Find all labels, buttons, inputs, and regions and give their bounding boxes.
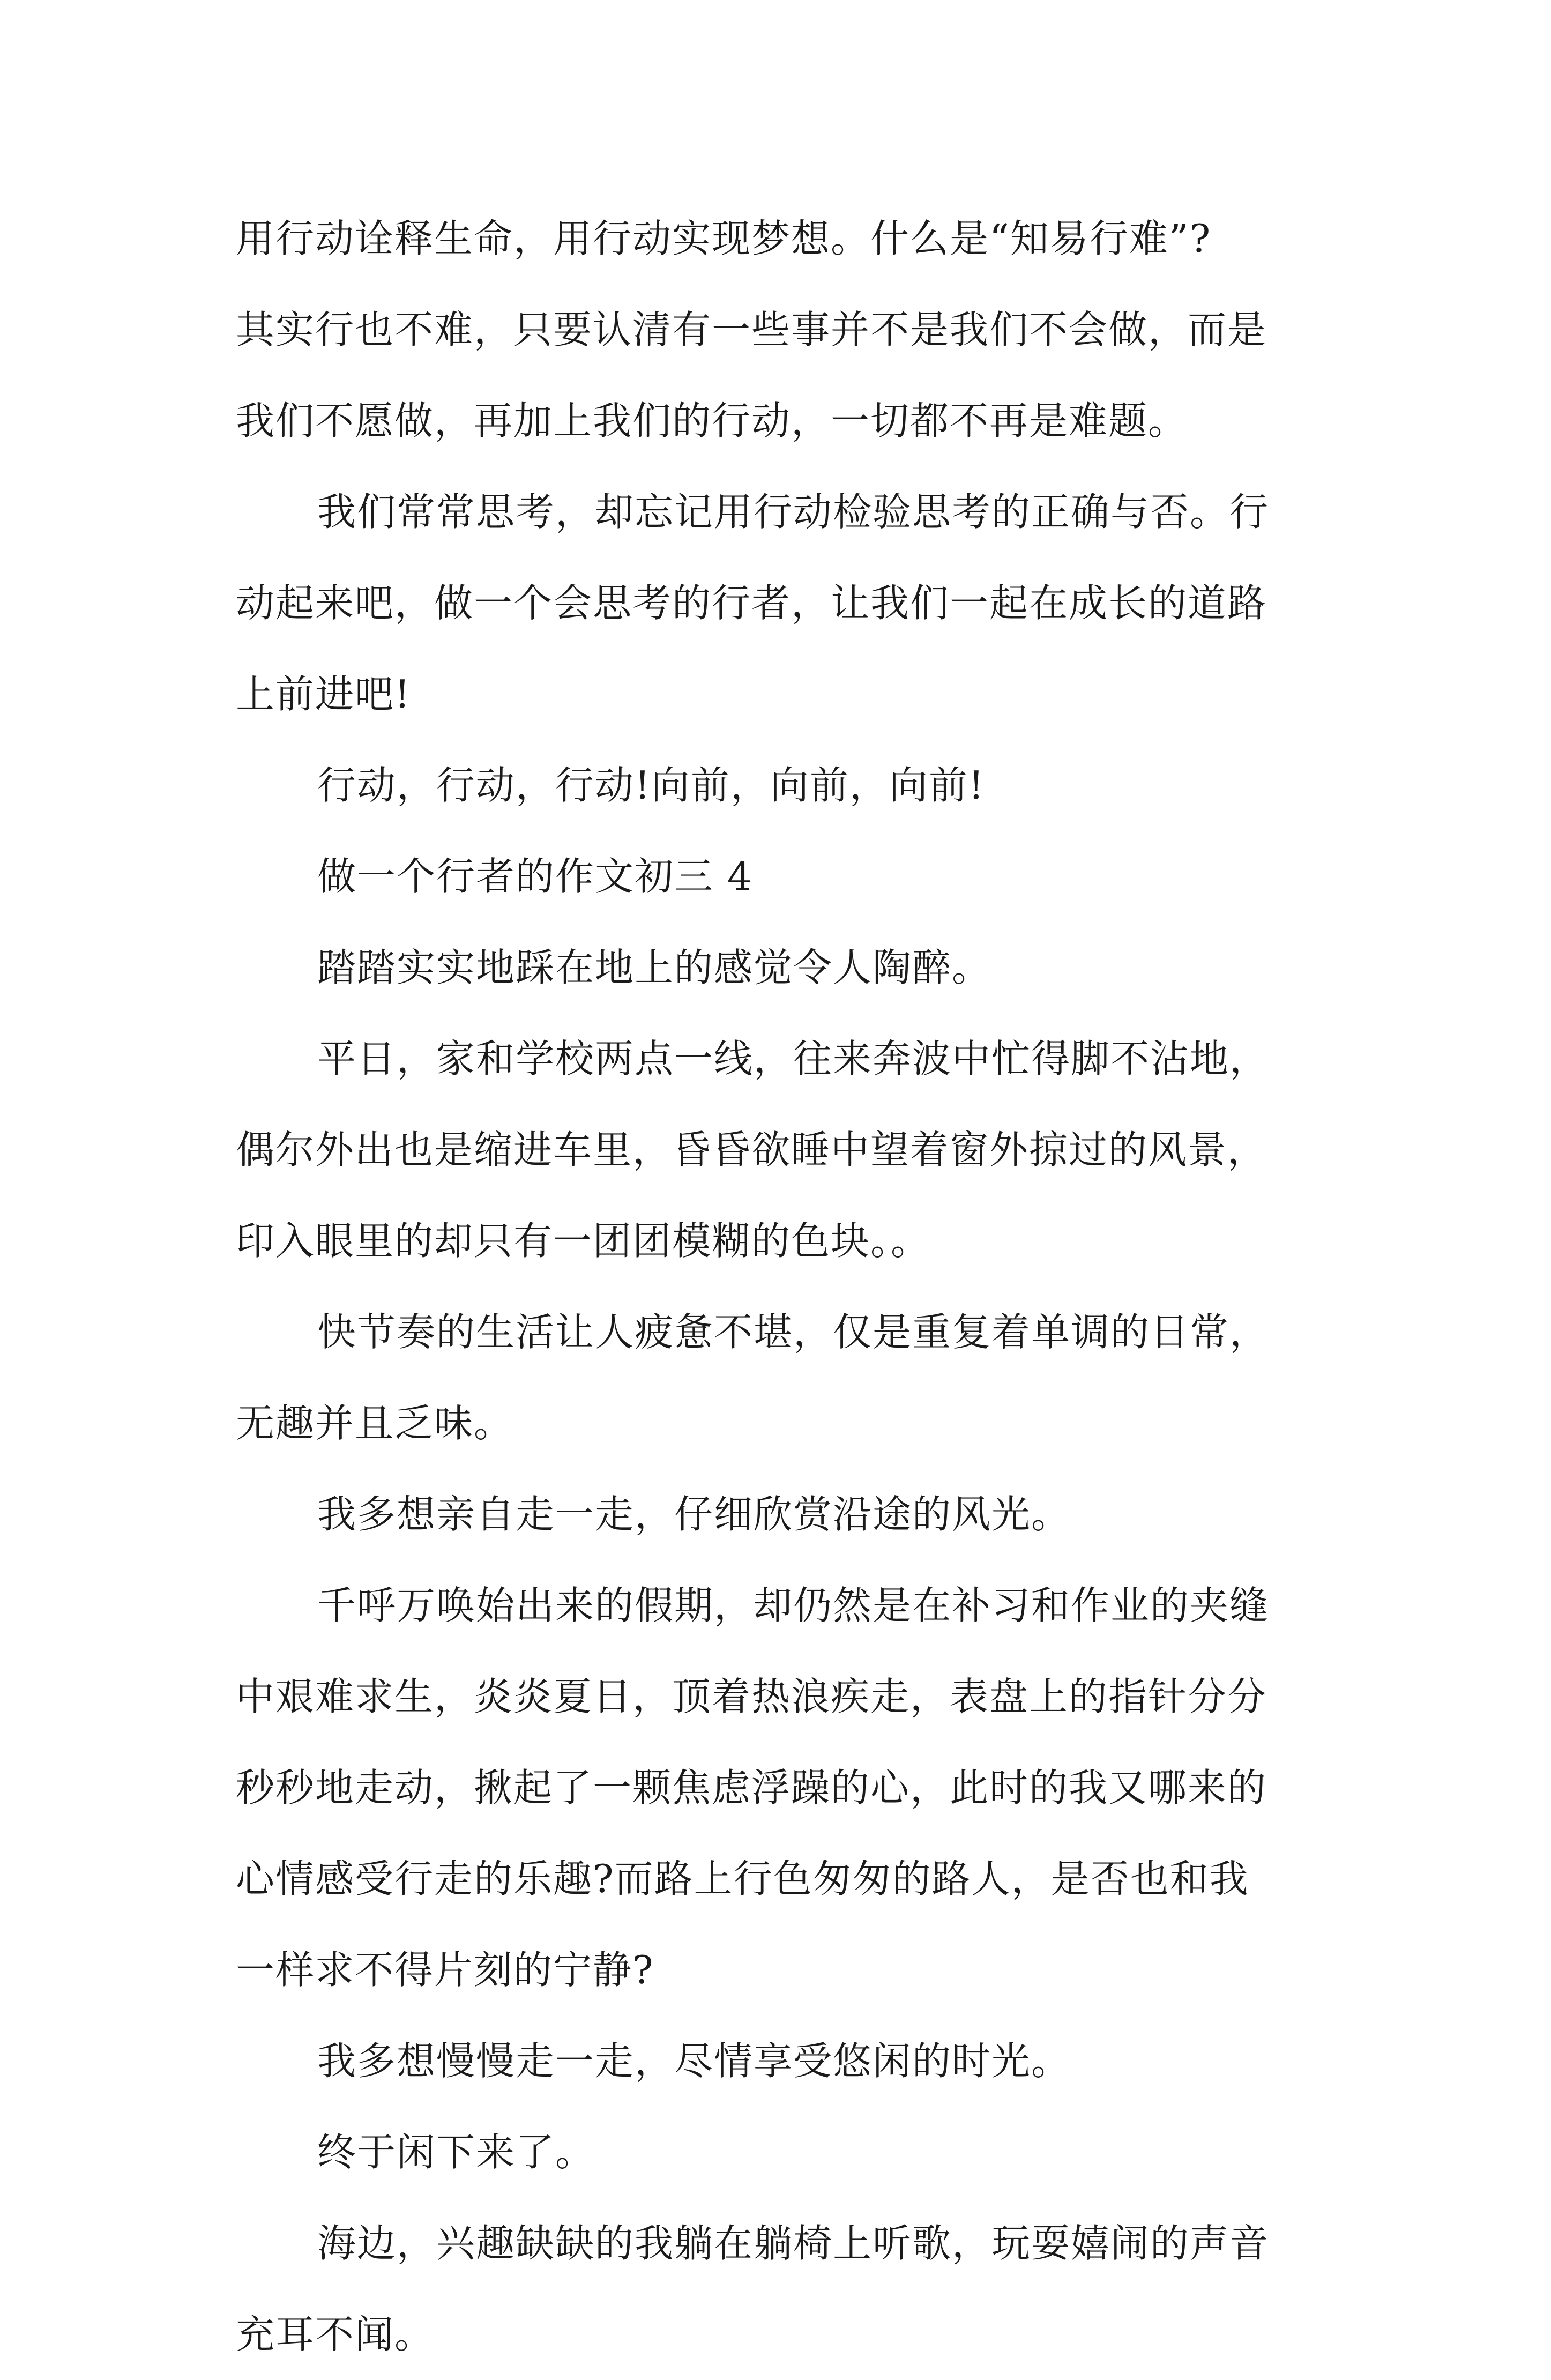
paragraph-first-line: 我们常常思考，却忘记用行动检验思考的正确与否。行 (317, 489, 1270, 534)
paragraph-first-line: 千呼万唤始出来的假期，却仍然是在补习和作业的夹缝 (317, 1583, 1270, 1628)
essay-body (236, 193, 1334, 2380)
section-heading: 做一个行者的作文初三 4 (317, 854, 753, 899)
text-line: 其实行也不难，只要认清有一些事并不是我们不会做，而是 (236, 307, 1267, 352)
text-line: 一样求不得片刻的宁静? (236, 1947, 654, 1992)
paragraph-first-line: 我多想亲自走一走，仔细欣赏沿途的风光。 (317, 1492, 1071, 1537)
paragraph-first-line: 行动，行动，行动!向前，向前，向前! (317, 763, 985, 808)
text-line: 偶尔外出也是缩进车里，昏昏欲睡中望着窗外掠过的风景， (236, 1127, 1267, 1172)
paragraph-first-line: 我多想慢慢走一走，尽情享受悠闲的时光。 (317, 2039, 1071, 2084)
paragraph-first-line: 快节奏的生活让人疲惫不堪，仅是重复着单调的日常， (317, 1310, 1270, 1355)
paragraph-first-line: 踏踏实实地踩在地上的感觉令人陶醉。 (317, 945, 992, 990)
paragraph-first-line: 终于闲下来了。 (317, 2130, 595, 2175)
text-line: 秒秒地走动，揪起了一颗焦虑浮躁的心，此时的我又哪来的 (236, 1765, 1267, 1810)
text-line: 充耳不闻。 (236, 2312, 435, 2357)
text-line: 印入眼里的却只有一团团模糊的色块。。 (236, 1218, 931, 1263)
text-line: 用行动诠释生命，用行动实现梦想。什么是“知易行难”? (236, 216, 1212, 261)
text-line: 心情感受行走的乐趣?而路上行色匆匆的路人，是否也和我 (236, 1856, 1249, 1901)
text-line: 中艰难求生，炎炎夏日，顶着热浪疾走，表盘上的指针分分 (236, 1674, 1267, 1719)
text-line: 我们不愿做，再加上我们的行动，一切都不再是难题。 (236, 398, 1188, 443)
paragraph-first-line: 平日，家和学校两点一线，往来奔波中忙得脚不沾地， (317, 1036, 1270, 1081)
text-line: 上前进吧! (236, 672, 411, 717)
text-line: 动起来吧，做一个会思考的行者，让我们一起在成长的道路 (236, 581, 1267, 626)
text-line: 无趣并且乏味。 (236, 1401, 514, 1446)
paragraph-first-line: 海边，兴趣缺缺的我躺在躺椅上听歌，玩耍嬉闹的声音 (317, 2221, 1270, 2266)
